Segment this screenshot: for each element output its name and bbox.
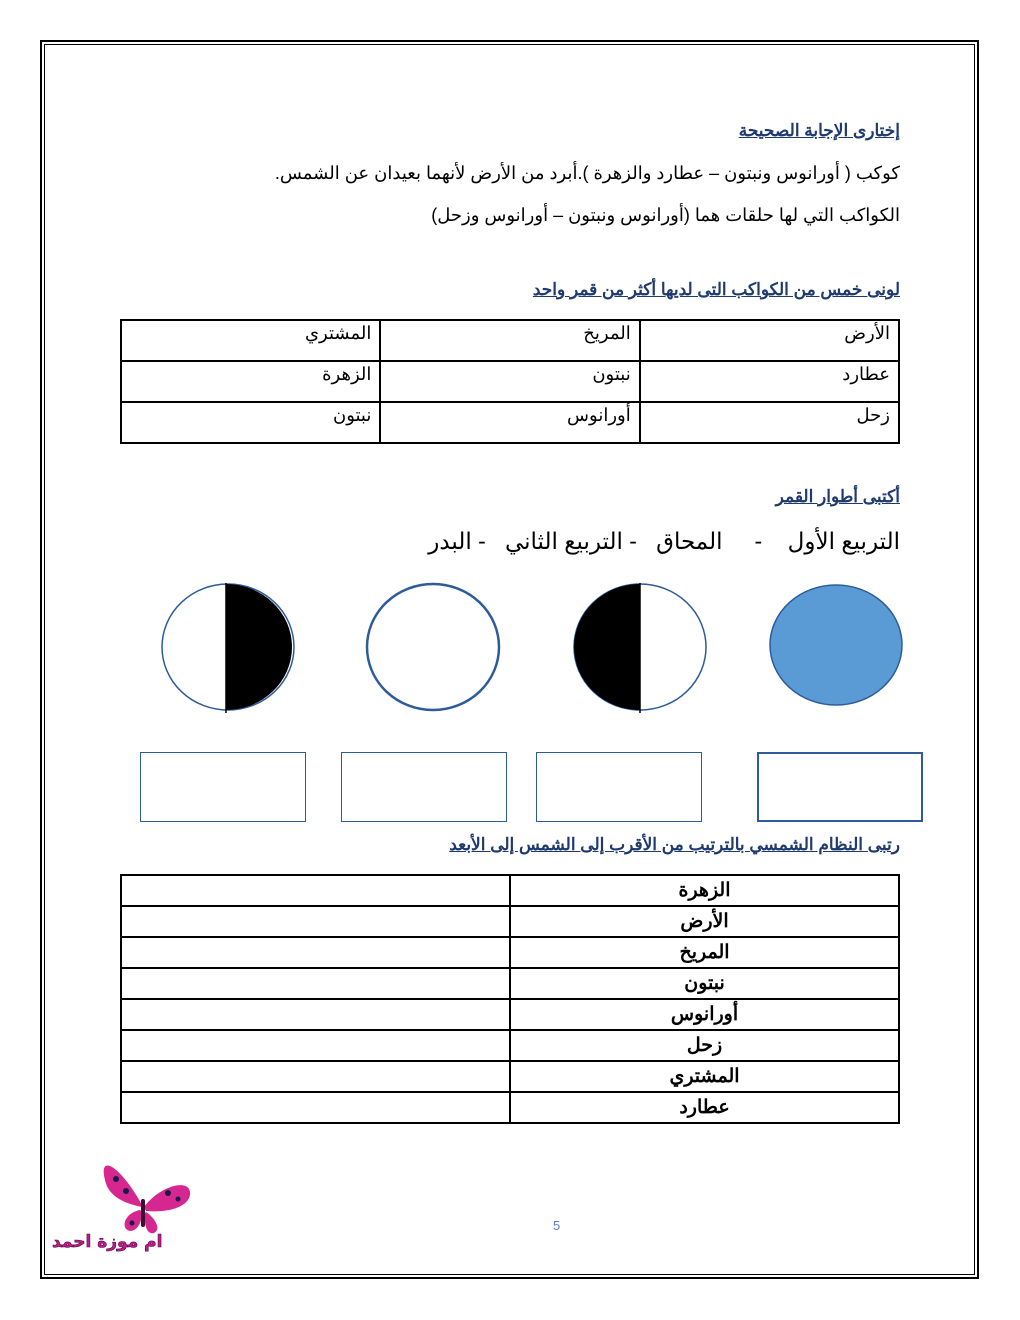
planet-name-cell: أورانوس — [510, 999, 899, 1030]
moon-phase-circle-empty — [367, 584, 499, 710]
section4-heading: رتبى النظام الشمسي بالترتيب من الأقرب إلى الشمس إلى الأبعد — [449, 835, 900, 854]
answer-cell[interactable] — [121, 937, 510, 968]
moon-phases-line: التربيع الأول - المحاق - التربيع الثاني - البدر — [428, 528, 900, 554]
planet-name-cell: المشتري — [510, 1061, 899, 1092]
section1-heading: إختارى الإجابة الصحيحة — [738, 121, 900, 140]
moons-planets-table — [120, 319, 900, 444]
butterfly-logo — [50, 1155, 210, 1255]
table-row — [121, 906, 899, 937]
planet-name-cell: الزهرة — [510, 875, 899, 906]
table-cell[interactable]: الزهرة — [121, 361, 380, 402]
table-row — [121, 999, 899, 1030]
table-row — [121, 968, 899, 999]
table-row — [121, 1030, 899, 1061]
answer-cell[interactable] — [121, 999, 510, 1030]
table-cell[interactable]: زحل — [640, 402, 899, 443]
moon-phase-circle-blue — [770, 585, 902, 705]
moon-phase-circles — [150, 575, 920, 725]
section2-heading: لونى خمس من الكواكب التى لديها أكثر من قمر واحد — [532, 280, 900, 299]
moon-phase-circle-first-quarter — [574, 583, 706, 713]
table-row — [121, 875, 899, 906]
table-cell[interactable]: المشتري — [121, 320, 380, 361]
table-cell[interactable]: المريخ — [380, 320, 639, 361]
question-line-2: الكواكب التي لها حلقات هما (أورانوس ونبتون – أورانوس وزحل) — [431, 205, 900, 225]
table-row — [121, 937, 899, 968]
table-cell[interactable]: عطارد — [640, 361, 899, 402]
logo-text: ام موزة احمد — [52, 1232, 163, 1252]
table-cell[interactable]: نبتون — [380, 361, 639, 402]
question-line-1: كوكب ( أورانوس ونبتون – عطارد والزهرة ).أبرد من الأرض لأنهما بعيدان عن الشمس. — [274, 163, 900, 183]
answer-cell[interactable] — [121, 1092, 510, 1123]
answer-cell[interactable] — [121, 875, 510, 906]
answer-cell[interactable] — [121, 1061, 510, 1092]
answer-cell[interactable] — [121, 906, 510, 937]
answer-box-1[interactable] — [140, 752, 306, 822]
planet-name-cell: زحل — [510, 1030, 899, 1061]
moon-phase-circle-third-quarter — [162, 583, 294, 713]
table-row — [121, 402, 899, 443]
table-cell[interactable]: نبتون — [121, 402, 380, 443]
table-row — [121, 1092, 899, 1123]
planet-name-cell: المريخ — [510, 937, 899, 968]
table-row — [121, 320, 899, 361]
butterfly-icon — [104, 1165, 190, 1233]
planet-name-cell: الأرض — [510, 906, 899, 937]
table-row — [121, 1061, 899, 1092]
answer-box-4[interactable] — [757, 752, 923, 822]
page-number: 5 — [553, 1218, 561, 1233]
answer-cell[interactable] — [121, 968, 510, 999]
answer-cell[interactable] — [121, 1030, 510, 1061]
answer-box-3[interactable] — [536, 752, 702, 822]
table-cell[interactable]: أورانوس — [380, 402, 639, 443]
planet-name-cell: عطارد — [510, 1092, 899, 1123]
table-cell[interactable]: الأرض — [640, 320, 899, 361]
answer-box-2[interactable] — [341, 752, 507, 822]
section3-heading: أكتبى أطوار القمر — [775, 487, 900, 506]
table-row — [121, 361, 899, 402]
solar-order-table — [120, 874, 900, 1124]
planet-name-cell: نبتون — [510, 968, 899, 999]
